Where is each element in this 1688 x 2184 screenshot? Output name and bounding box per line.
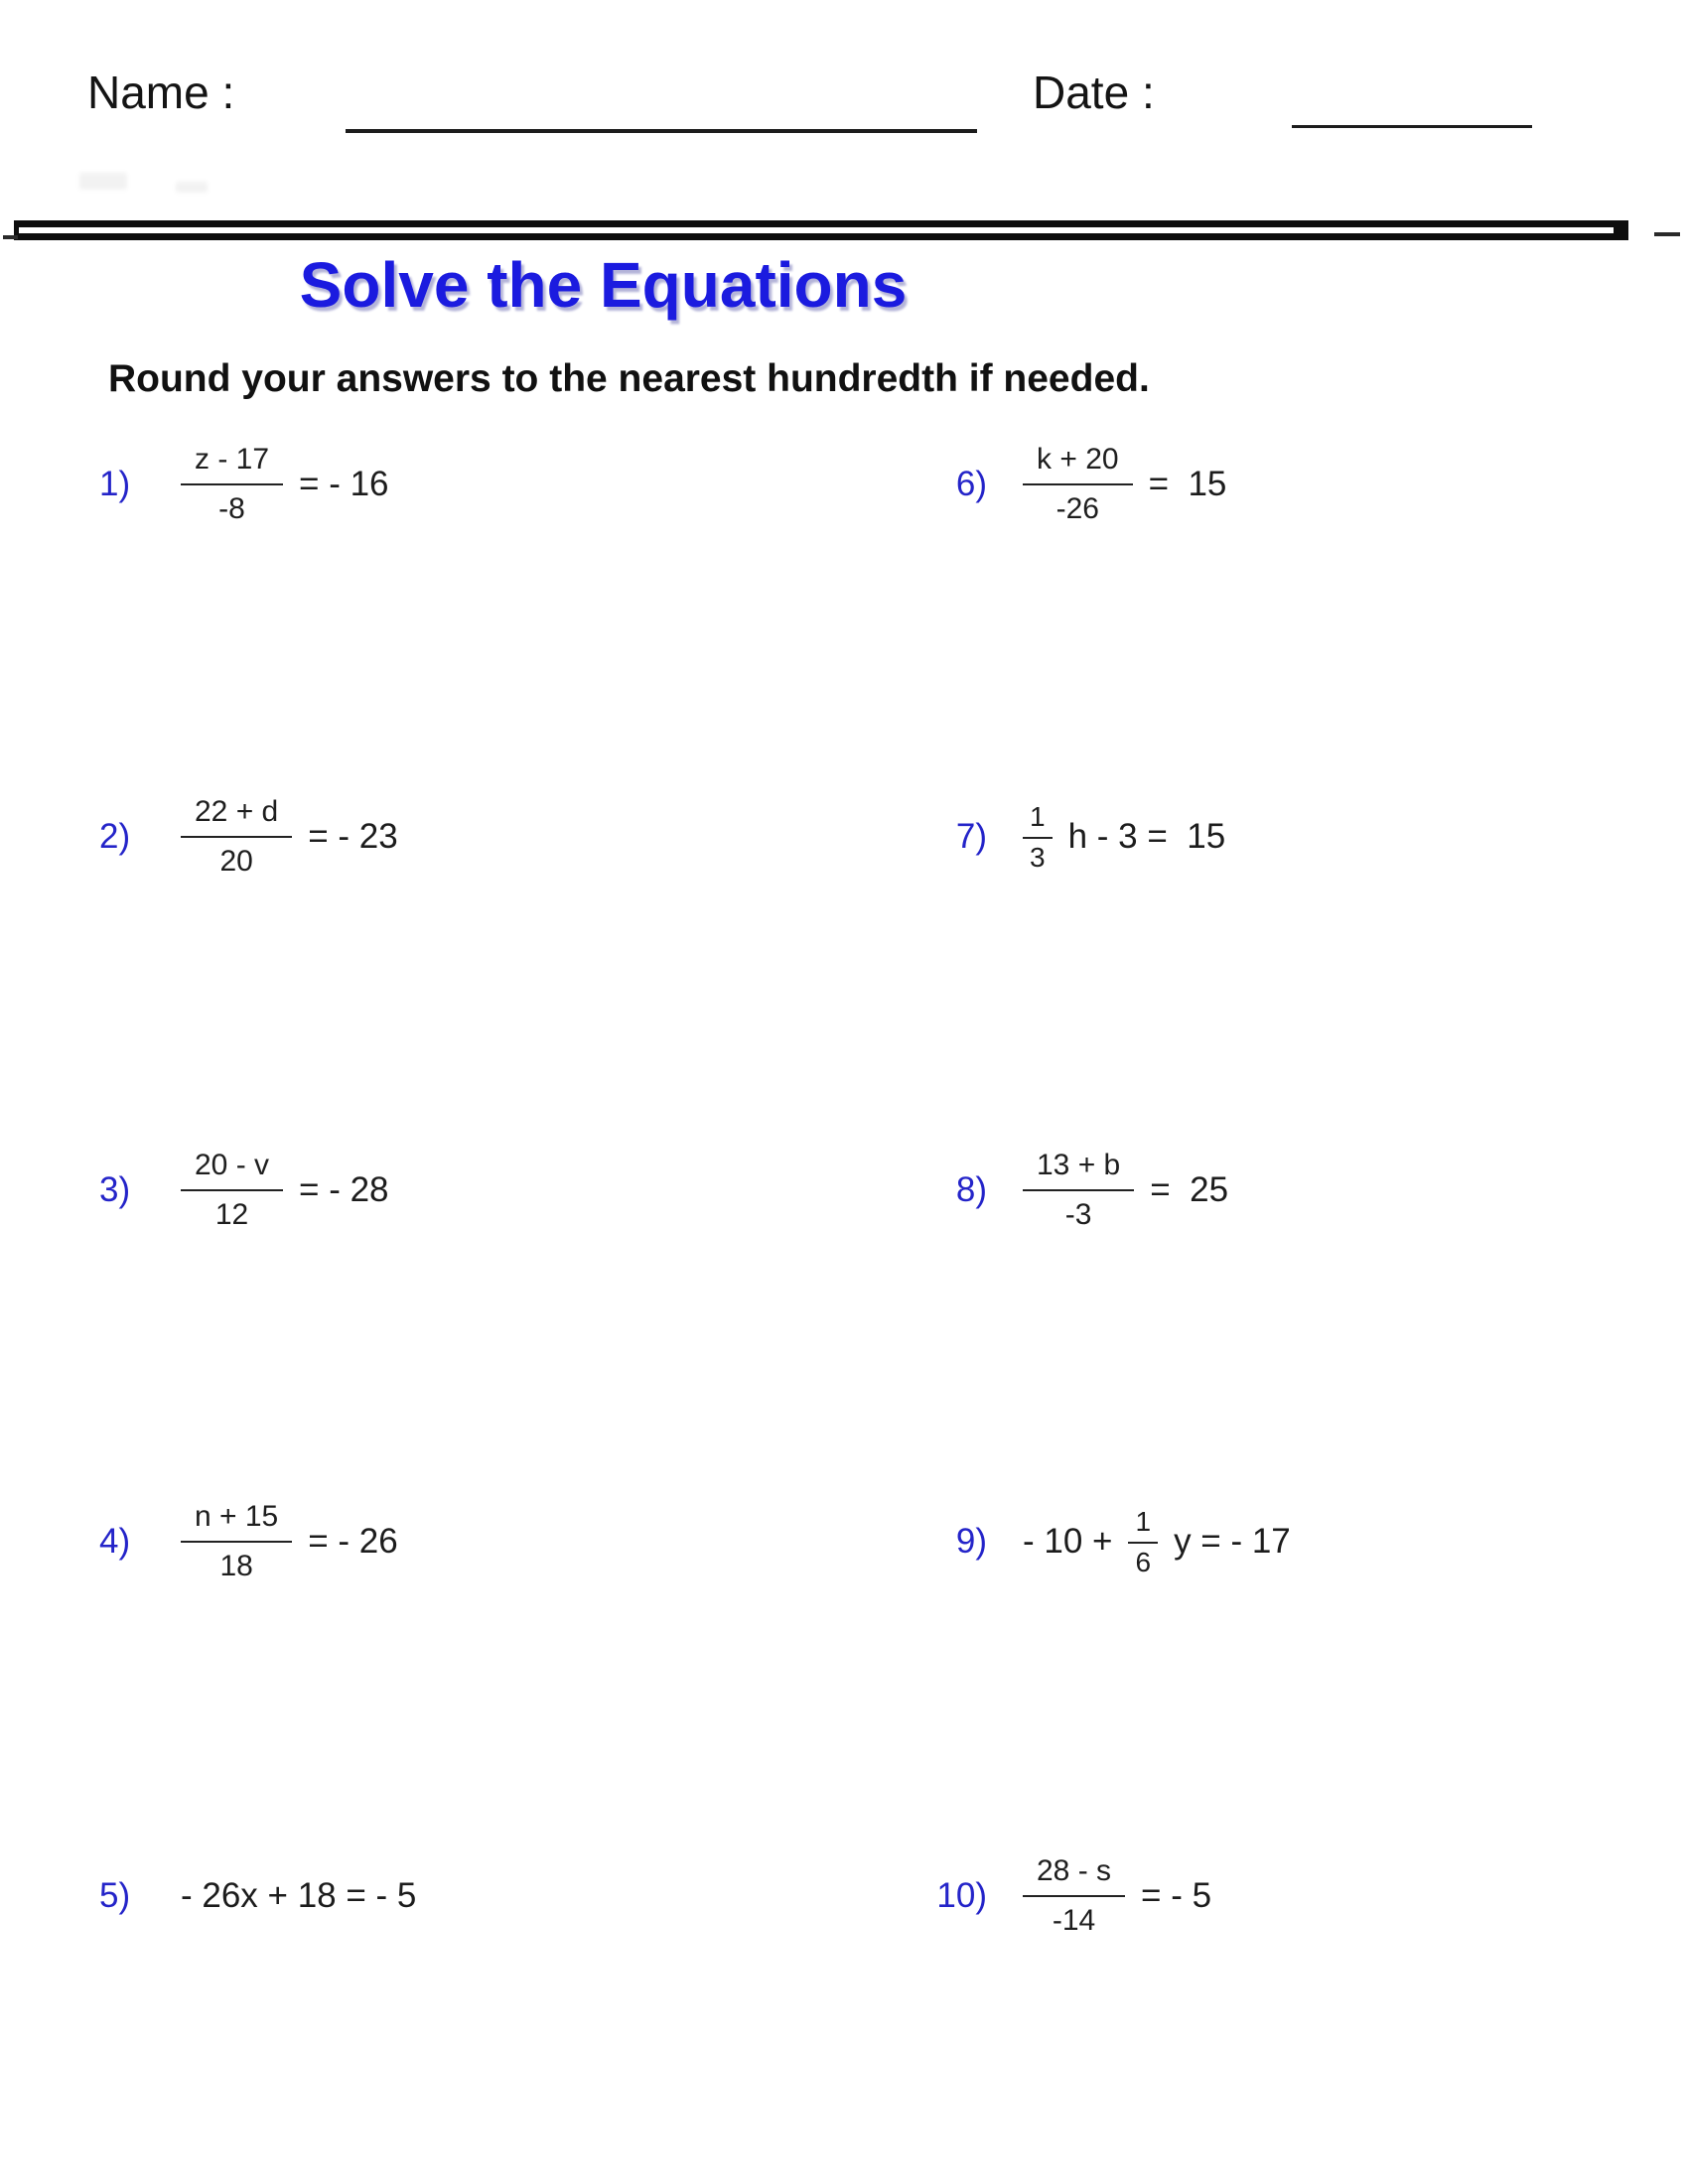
- date-blank-line: [1292, 125, 1532, 128]
- equation-text: h - 3 = 15: [1067, 817, 1226, 856]
- numerator: 13 + b: [1023, 1149, 1134, 1191]
- problem: [99, 1827, 416, 1966]
- problem-number: 1): [99, 465, 131, 503]
- divider-dash-right: [1654, 232, 1680, 236]
- equation: [181, 443, 389, 526]
- equation: [181, 795, 398, 879]
- equation: [1023, 801, 1225, 874]
- scan-artifact: [176, 182, 208, 193]
- equation-text: = - 28: [299, 1170, 389, 1209]
- equation-text: = 25: [1150, 1170, 1229, 1209]
- numerator: n + 15: [181, 1500, 292, 1543]
- numerator: 22 + d: [181, 795, 292, 838]
- numerator: k + 20: [1023, 443, 1133, 485]
- equation-text: y = - 17: [1174, 1522, 1291, 1561]
- problem: [99, 415, 389, 554]
- problem: [921, 415, 1226, 554]
- equation-text: = - 16: [299, 465, 389, 503]
- fraction: [181, 1149, 283, 1232]
- problem: [921, 767, 1225, 906]
- problem: [99, 767, 398, 906]
- equation: [1023, 1506, 1291, 1578]
- denominator: 3: [1030, 841, 1046, 873]
- denominator: -26: [1055, 492, 1099, 525]
- problem-number: 9): [955, 1522, 987, 1561]
- equation: [1023, 1854, 1211, 1938]
- scan-artifact: [79, 173, 127, 190]
- equation-text: - 10 +: [1023, 1522, 1113, 1561]
- fraction: [181, 795, 292, 879]
- denominator: 18: [219, 1550, 253, 1582]
- equation-text: = - 23: [308, 817, 398, 856]
- name-blank-line: [346, 129, 977, 133]
- equation-text: = 15: [1148, 465, 1227, 503]
- fraction: [181, 443, 283, 526]
- problem-number: 8): [955, 1170, 987, 1209]
- fraction: [1023, 1854, 1125, 1938]
- numerator: 28 - s: [1023, 1854, 1125, 1897]
- problem-number: 4): [99, 1522, 131, 1561]
- date-label: Date :: [1033, 67, 1155, 118]
- numerator: 1: [1023, 801, 1053, 839]
- equation: [181, 1876, 416, 1916]
- equation: [181, 1149, 389, 1232]
- problem-number: 6): [955, 465, 987, 503]
- denominator: -3: [1064, 1198, 1092, 1231]
- equation: [181, 1500, 398, 1583]
- problem-number: 3): [99, 1170, 131, 1209]
- divider-rule: [14, 220, 1628, 240]
- equation-text: - 26x + 18 = - 5: [181, 1876, 417, 1915]
- problem-number: 10): [936, 1876, 987, 1915]
- denominator: -8: [218, 492, 245, 525]
- small-fraction: [1023, 801, 1053, 874]
- problem: [99, 1121, 389, 1260]
- small-fraction: [1128, 1506, 1158, 1578]
- page-title: Solve the Equations: [299, 249, 908, 321]
- denominator: 6: [1135, 1546, 1152, 1577]
- denominator: 12: [214, 1198, 249, 1231]
- problem-number: 2): [99, 817, 131, 856]
- numerator: 20 - v: [181, 1149, 283, 1191]
- fraction: [181, 1500, 292, 1583]
- equation-text: = - 5: [1141, 1876, 1212, 1915]
- equation-text: = - 26: [308, 1522, 398, 1561]
- problem: [921, 1827, 1211, 1966]
- problem: [921, 1121, 1228, 1260]
- denominator: 20: [219, 845, 253, 878]
- numerator: z - 17: [181, 443, 283, 485]
- numerator: 1: [1128, 1506, 1158, 1544]
- divider-dash-left: [3, 235, 18, 239]
- divider-rule-stripe: [19, 227, 1614, 233]
- equation: [1023, 1149, 1228, 1232]
- equation: [1023, 443, 1226, 526]
- problem-number: 5): [99, 1876, 131, 1915]
- problem: [99, 1472, 398, 1611]
- problem-number: 7): [955, 817, 987, 856]
- fraction: [1023, 443, 1133, 526]
- fraction: [1023, 1149, 1134, 1232]
- name-label: Name :: [87, 67, 235, 118]
- denominator: -14: [1052, 1904, 1096, 1937]
- instruction-text: Round your answers to the nearest hundredth if needed.: [108, 357, 1150, 400]
- problem: [921, 1472, 1291, 1611]
